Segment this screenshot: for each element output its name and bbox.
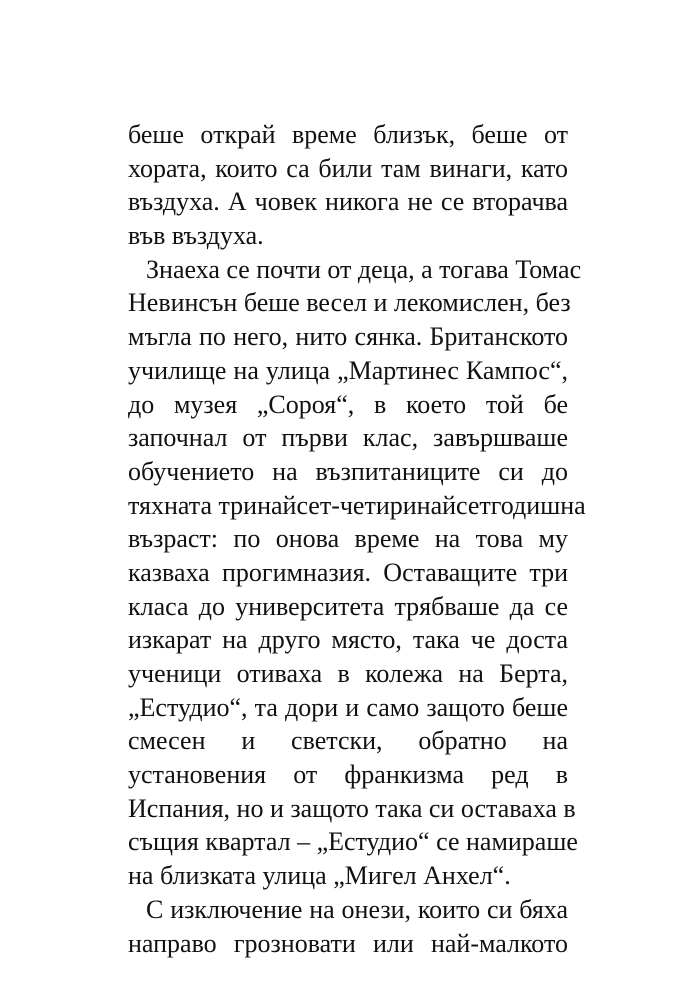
text-line: Испания, но и защото така си оставаха в — [128, 793, 576, 823]
paragraph-first-line: Знаеха се почти от деца, а тогава Томас — [146, 254, 582, 284]
text-line: започнал от първи клас, завършваше — [128, 423, 568, 453]
text-line: ученици отиваха в колежа на Берта, — [128, 659, 568, 688]
text-line: казваха прогимназия. Оставащите три — [128, 557, 568, 587]
text-line: възраст: по онова време на това му — [128, 524, 568, 554]
text-line: училище на улица „Мартинес Кампос“, — [128, 355, 568, 385]
text-line: „Естудио“, та дори и само защото беше — [128, 692, 568, 722]
text-line: смесен и светски, обратно на — [128, 726, 568, 756]
text-line: във въздуха. — [128, 221, 264, 251]
text-line: въздуха. А човек никога не се вторачва — [128, 187, 568, 217]
text-line: направо грозновати или най-малкото — [128, 928, 568, 958]
text-line: беше открай време близък, беше от — [128, 120, 568, 149]
body-text — [128, 118, 586, 960]
text-line: до музея „Сороя“, в което той бе — [128, 389, 568, 419]
text-line: обучението на възпитаниците си до — [128, 456, 568, 486]
text-line: класа до университета трябваше да се — [128, 591, 568, 621]
text-line: същия квартал – „Естудио“ се намираше — [128, 827, 578, 857]
text-line: на близката улица „Мигел Анхел“. — [128, 861, 511, 891]
text-line: изкарат на друго място, така че доста — [128, 625, 568, 655]
text-line: хората, които са били там винаги, като — [128, 153, 568, 183]
text-line: установения от франкизма ред в — [128, 760, 568, 790]
text-line: Невинсън беше весел и лекомислен, без — [128, 288, 571, 318]
text-line: мъгла по него, нито сянка. Британското — [128, 322, 568, 352]
paragraph-first-line: С изключение на онези, които си бяха — [146, 894, 568, 924]
text-line: тяхната тринайсет-четиринайсетгодишна — [128, 490, 586, 520]
